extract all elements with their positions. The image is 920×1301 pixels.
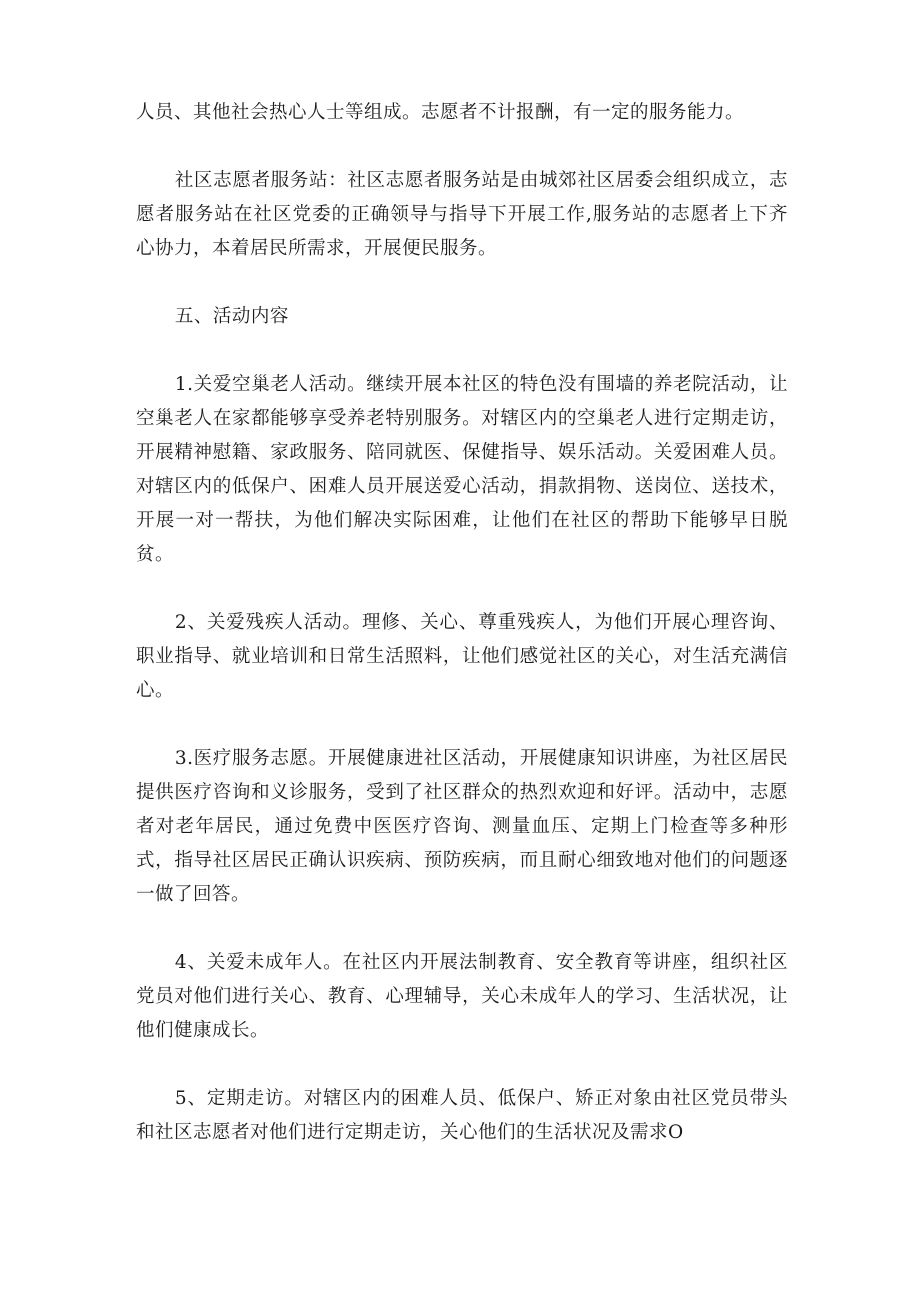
paragraph-item-3: 3.医疗服务志愿。开展健康进社区活动，开展健康知识讲座，为社区居民提供医疗咨询和义诊服务，受到了社区群众的热烈欢迎和好评。活动中，志愿者对老年居民，通过免费中医医疗咨询、测量血压、定期上门检查等多种形式，指导社区居民正确认识疾病、预防疾病，而且耐心细致地对他们的问题逐一做了回答。 (136, 748, 788, 905)
paragraph-service-station: 社区志愿者服务站：社区志愿者服务站是由城郊社区居委会组织成立，志愿者服务站在社区党委的正确领导与指导下开展工作,服务站的志愿者上下齐心协力，本着居民所需求，开展便民服务。 (136, 170, 788, 259)
paragraph-item-5: 5、定期走访。对辖区内的困难人员、低保户、矫正对象由社区党员带头和社区志愿者对他们进行定期走访，关心他们的生活状况及需求O (136, 1088, 788, 1143)
paragraph-item-2: 2、关爱残疾人活动。理修、关心、尊重残疾人，为他们开展心理咨询、职业指导、就业培训和日常生活照料，让他们感觉社区的关心，对生活充满信心。 (136, 612, 788, 701)
paragraph-continuation: 人员、其他社会热心人士等组成。志愿者不计报酬，有一定的服务能力。 (136, 102, 745, 123)
paragraph-item-1: 1.关爱空巢老人活动。继续开展本社区的特色没有围墙的养老院活动，让空巢老人在家都能够享受养老特别服务。对辖区内的空巢老人进行定期走访，开展精神慰籍、家政服务、陪同就医、保健指导、娱乐活动。关爱困难人员。对辖区内的低保户、困难人员开展送爱心活动，捐款捐物、送岗位、送技术，开展一对一帮扶，为他们解决实际困难，让他们在社区的帮助下能够早日脱贫。 (136, 374, 788, 565)
section-heading-activities: 五、活动内容 (174, 306, 289, 327)
document-body (136, 96, 788, 1184)
paragraph-item-4: 4、关爱未成年人。在社区内开展法制教育、安全教育等讲座，组织社区党员对他们进行关心、教育、心理辅导，关心未成年人的学习、生活状况，让他们健康成长。 (136, 952, 788, 1041)
